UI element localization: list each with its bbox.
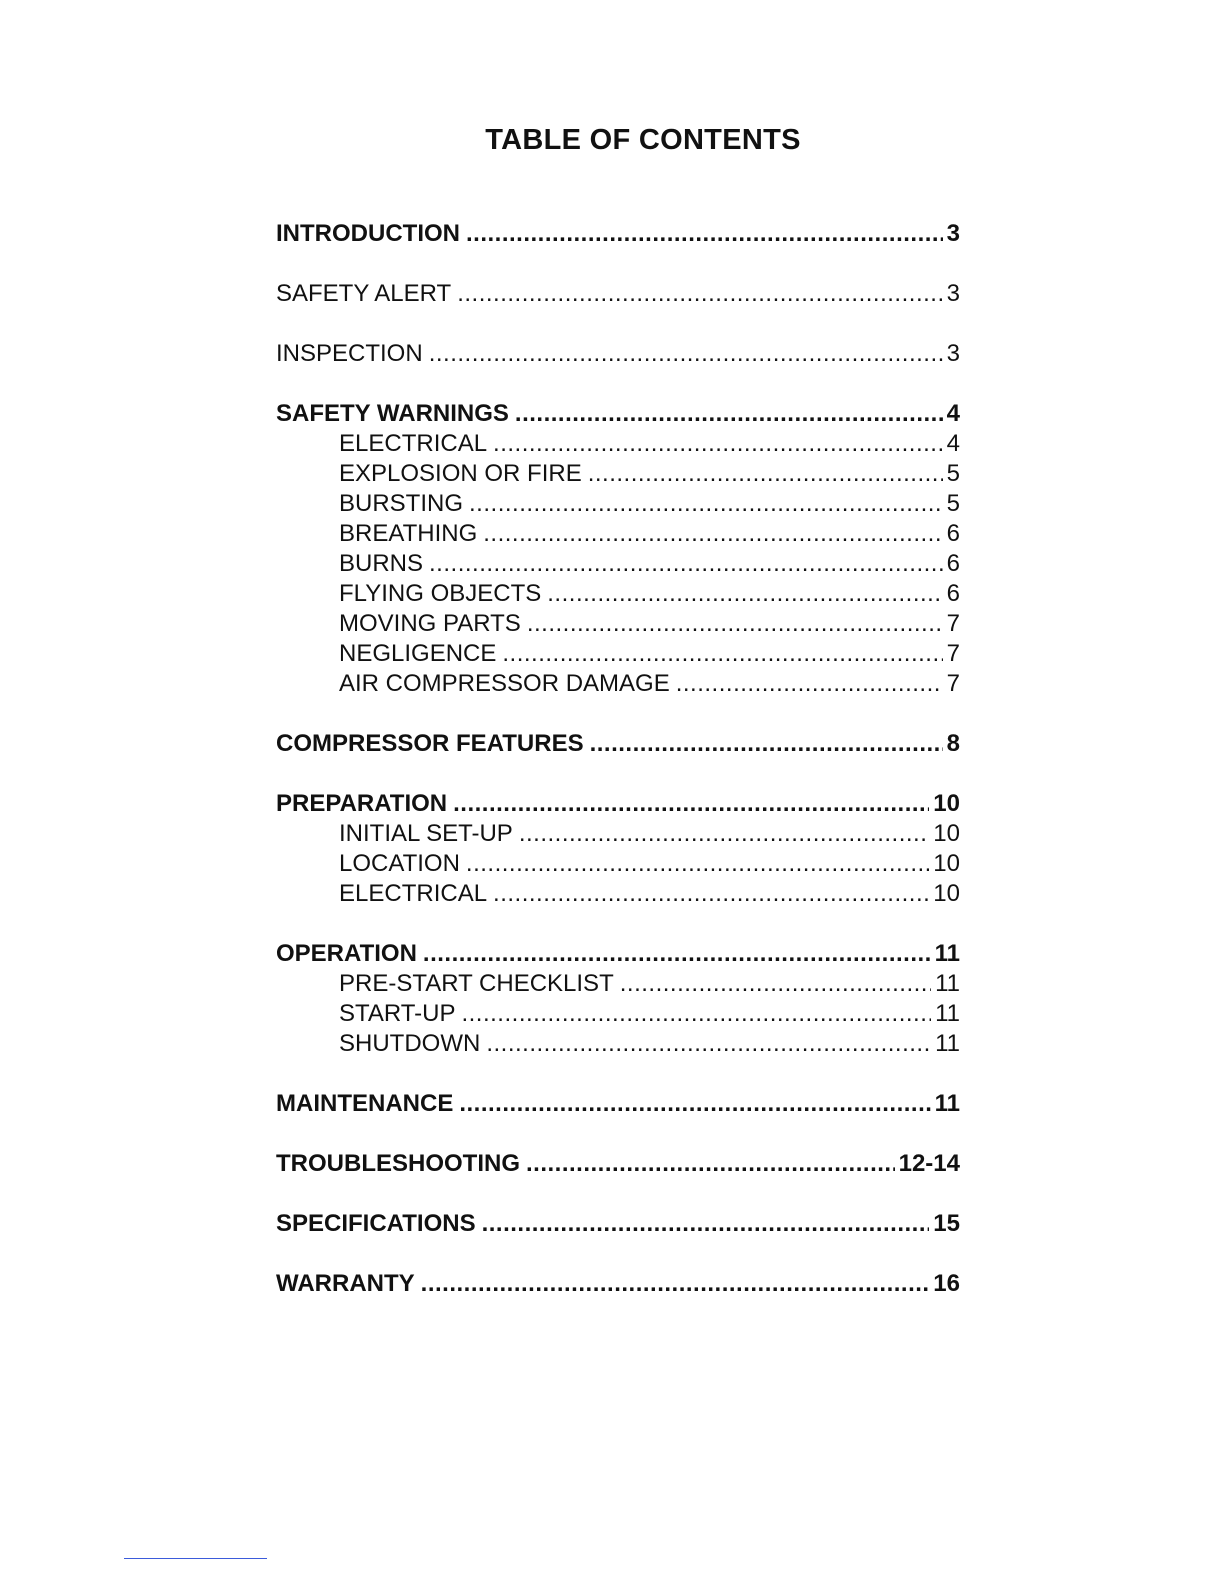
toc-entry-page: 8 (946, 730, 960, 757)
toc-entry-page: 5 (946, 460, 960, 487)
toc-entry-label: BREATHING (339, 520, 478, 547)
toc-entry-page: 4 (946, 430, 960, 457)
toc-entry-safety-alert[interactable] (276, 279, 960, 309)
dot-leader (486, 1029, 931, 1059)
toc-entry-page: 3 (946, 340, 960, 367)
toc-entry-label: PRE-START CHECKLIST (339, 970, 614, 997)
dot-leader (459, 1089, 930, 1119)
toc-entry-label: SPECIFICATIONS (276, 1210, 476, 1237)
dot-leader (588, 459, 943, 489)
dot-leader (482, 1209, 930, 1239)
dot-leader (483, 519, 942, 549)
dot-leader (502, 639, 942, 669)
toc-subentry-air-compressor-damage[interactable] (276, 669, 960, 699)
toc-entry-label: INITIAL SET-UP (339, 820, 513, 847)
dot-leader (515, 399, 943, 429)
toc-entry-label: ELECTRICAL (339, 880, 488, 907)
toc-entry-label: FLYING OBJECTS (339, 580, 542, 607)
toc-subentry-explosion-or-fire[interactable] (276, 459, 960, 489)
dot-leader (466, 849, 929, 879)
toc-entry-introduction[interactable] (276, 219, 960, 249)
dot-leader (453, 789, 929, 819)
dot-leader (620, 969, 931, 999)
toc-entry-inspection[interactable] (276, 339, 960, 369)
toc-entry-label: MAINTENANCE (276, 1090, 454, 1117)
toc-subentry-burns[interactable] (276, 549, 960, 579)
toc-entry-page: 6 (946, 580, 960, 607)
toc-entry-label: BURSTING (339, 490, 464, 517)
toc-entry-page: 10 (933, 850, 960, 877)
toc-entry-label: COMPRESSOR FEATURES (276, 730, 584, 757)
toc-entry-operation[interactable] (276, 939, 960, 969)
toc-entry-label: SHUTDOWN (339, 1030, 481, 1057)
toc-entry-page: 4 (946, 400, 960, 427)
dot-leader (676, 669, 943, 699)
toc-entry-label: MOVING PARTS (339, 610, 521, 637)
dot-leader (493, 429, 943, 459)
toc-entry-page: 10 (933, 820, 960, 847)
toc-subentry-shutdown[interactable] (276, 1029, 960, 1059)
dot-leader (493, 879, 929, 909)
toc-entry-page: 11 (935, 1030, 960, 1057)
dot-leader (469, 489, 943, 519)
toc-entry-maintenance[interactable] (276, 1089, 960, 1119)
toc-subentry-flying-objects[interactable] (276, 579, 960, 609)
dot-leader (421, 1269, 930, 1299)
toc-entry-page: 10 (933, 790, 960, 817)
toc-subentry-bursting[interactable] (276, 489, 960, 519)
toc-entry-page: 10 (933, 880, 960, 907)
dot-leader (590, 729, 943, 759)
toc-entry-page: 7 (946, 640, 960, 667)
toc-entry-label: INSPECTION (276, 340, 423, 367)
toc-entry-page: 11 (934, 1090, 960, 1117)
dot-leader (461, 999, 931, 1029)
toc-subentry-start-up[interactable] (276, 999, 960, 1029)
toc-entry-page: 12-14 (898, 1150, 960, 1177)
toc-entry-page: 6 (946, 520, 960, 547)
toc-entry-page: 15 (933, 1210, 960, 1237)
toc-entry-label: INTRODUCTION (276, 220, 460, 247)
dot-leader (466, 219, 943, 249)
toc-subentry-location[interactable] (276, 849, 960, 879)
footer-rule (124, 1558, 267, 1559)
toc-entry-label: EXPLOSION OR FIRE (339, 460, 582, 487)
toc-entry-compressor-features[interactable] (276, 729, 960, 759)
toc-entry-page: 7 (946, 670, 960, 697)
toc-entry-safety-warnings[interactable] (276, 399, 960, 429)
toc-subentry-electrical[interactable] (276, 429, 960, 459)
toc-entry-preparation[interactable] (276, 789, 960, 819)
toc-entry-label: SAFETY ALERT (276, 280, 452, 307)
page-title: TABLE OF CONTENTS (485, 124, 801, 156)
toc-entry-label: NEGLIGENCE (339, 640, 497, 667)
toc-entry-warranty[interactable] (276, 1269, 960, 1299)
dot-leader (526, 1149, 895, 1179)
dot-leader (429, 339, 943, 369)
toc-subentry-electrical-prep[interactable] (276, 879, 960, 909)
toc-entry-label: OPERATION (276, 940, 417, 967)
toc-subentry-moving-parts[interactable] (276, 609, 960, 639)
table-of-contents (276, 219, 960, 1299)
toc-entry-page: 11 (935, 970, 960, 997)
toc-entry-label: BURNS (339, 550, 424, 577)
toc-subentry-initial-set-up[interactable] (276, 819, 960, 849)
toc-entry-page: 6 (946, 550, 960, 577)
toc-subentry-pre-start-checklist[interactable] (276, 969, 960, 999)
toc-subentry-negligence[interactable] (276, 639, 960, 669)
toc-entry-page: 11 (935, 1000, 960, 1027)
toc-entry-page: 16 (933, 1270, 960, 1297)
toc-entry-label: SAFETY WARNINGS (276, 400, 509, 427)
toc-subentry-breathing[interactable] (276, 519, 960, 549)
toc-entry-specifications[interactable] (276, 1209, 960, 1239)
toc-entry-label: TROUBLESHOOTING (276, 1150, 520, 1177)
toc-entry-label: LOCATION (339, 850, 460, 877)
toc-entry-troubleshooting[interactable] (276, 1149, 960, 1179)
toc-entry-page: 3 (946, 280, 960, 307)
toc-entry-page: 5 (946, 490, 960, 517)
toc-entry-label: START-UP (339, 1000, 456, 1027)
toc-entry-page: 7 (946, 610, 960, 637)
toc-entry-page: 11 (934, 940, 960, 967)
toc-entry-label: WARRANTY (276, 1270, 415, 1297)
dot-leader (519, 819, 929, 849)
toc-entry-label: AIR COMPRESSOR DAMAGE (339, 670, 670, 697)
dot-leader (527, 609, 943, 639)
dot-leader (457, 279, 942, 309)
toc-entry-label: ELECTRICAL (339, 430, 488, 457)
dot-leader (547, 579, 942, 609)
dot-leader (423, 939, 931, 969)
toc-entry-label: PREPARATION (276, 790, 448, 817)
toc-entry-page: 3 (946, 220, 960, 247)
dot-leader (429, 549, 943, 579)
